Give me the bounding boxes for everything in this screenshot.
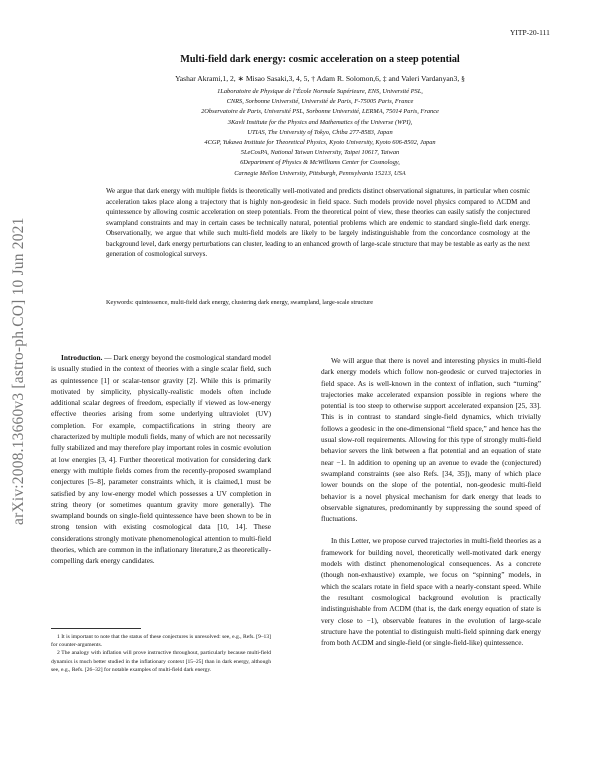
body-paragraph-1: We will argue that there is novel and interesting physics in multi-field dark energy models which follow non-geodesic or curved trajectories in field space. As is well-known in the context of inflation, such “turning” trajectories make accelerated expansion possible in regions where the potential is too steep to otherwise support accelerated expansion [25, 33]. This is in contrast to standard single-field dynamics, which trivially follows a geodesic in the one-dimensional “field space,” and hence has the usual slow-roll requirements. Allowing for this type of strongly multi-field behavior severs the link between a flat potential and an equation of state near −1. In addition to opening up an avenue to evade the (conjectured) swampland constraints (see also Refs. [34, 35]), many of which place lower bounds on the slope of the potential, non-geodesic multi-field behavior is a novel physical mechanism for dark energy that leads to observable signatures, predominantly by suppressing the sound speed of fluctuations. <box>321 356 541 524</box>
affiliation-line: 2Observatoire de Paris, Université PSL, Sorbonne Université, LERMA, 75014 Paris, France <box>201 108 439 116</box>
affiliation-line: Carnegie Mellon University, Pittsburgh, Pennsylvania 15213, USA <box>234 169 406 177</box>
abstract: We argue that dark energy with multiple fields is theoretically well-motivated and predicts distinct observational signatures, in particular when cosmic acceleration takes place along a trajectory that is highly non-geodesic in field space. Such models provide novel physics compared to ΛCDM and quintessence by allowing cosmic acceleration on steep potentials. From the theoretical point of view, these theories can easily satisfy the conjectured swampland constraints and may in certain cases be technically natural, potential problems which are endemic to standard single-field dark energy. Observationally, we argue that while such multi-field models are likely to be largely indistinguishable from the concordance cosmology at the background level, dark energy perturbations can cluster, leading to an enhanced growth of large-scale structure that may be testable as early as the next generation of cosmological surveys. <box>106 187 530 258</box>
affiliations-block <box>80 87 560 179</box>
body-paragraph-2: In this Letter, we propose curved trajectories in multi-field theories as a framework for building novel, theoretically well-motivated dark energy models with distinct phenomenological consequences. As a concrete (though non-exhaustive) example, we focus on “spinning” models, in which the scalars rotate in field space with a nearly-constant speed. While the resultant cosmological background evolution is practically indistinguishable from ΛCDM (that is, the dark energy equation of state is very close to −1), observable features in the evolution of large-scale structure have the potential to distinguish multi-field spinning dark energy from both ΛCDM and single-field (or single-field-like) quintessence. <box>321 536 541 648</box>
affiliation-line: 6Department of Physics & McWilliams Center for Cosmology, <box>240 159 400 167</box>
footnote-1: 1 It is important to note that the status of these conjectures is unresolved: see, e.g., Refs. [9–13] for counter-arguments. <box>51 634 271 649</box>
section-heading-introduction: Introduction. <box>61 353 103 362</box>
affiliation-line: 4CGP, Yukawa Institute for Theoretical Physics, Kyoto University, Kyoto 606-8502, Japan <box>204 139 436 147</box>
intro-paragraph-text: — Dark energy beyond the cosmological standard model is usually studied in the context of theories with a single scalar field, such as quintessence [1] or scalar-tensor gravity [2]. While this is primarily motivated by simplicity, physically-realistic models often include additional scalar degrees of freedom, especially if viewed as low-energy effective theories arising from some underlying ultraviolet (UV) completion. For example, compactifications in string theory are characterized by multiple moduli fields, many of which are not necessarily fully stabilized and may therefore play important roles in cosmic evolution at low energies [3, 4]. Further theoretical motivation for considering dark energy with multiple fields comes from the recently-proposed swampland conjectures [5–8], parameter constraints which, it is claimed,1 must be satisfied by any low-energy model which possesses a UV completion in string theory (or sometimes quantum gravity more generally). The swampland bounds on single-field quintessence have been shown to be in strong tension with existing cosmological data [10, 14]. These considerations strongly motivate phenomenological attention to multi-field theories, which are common in the inflationary literature,2 as theoretically-compelling dark energy candidates. <box>51 353 271 566</box>
author-list: Yashar Akrami,1, 2, ∗ Misao Sasaki,3, 4, 5, † Adam R. Solomon,6, ‡ and Valeri Vardanyan3, § <box>175 74 465 83</box>
affiliation-line: 3Kavli Institute for the Physics and Mathematics of the Universe (WPI), <box>227 118 413 126</box>
intro-paragraph <box>51 352 271 567</box>
report-number: YITP-20-111 <box>510 28 550 37</box>
affiliation-line: CNRS, Sorbonne Université, Université de Paris, F-75005 Paris, France <box>226 98 414 106</box>
footnote-2: 2 The analogy with inflation will prove instructive throughout, particularly because multi-field dynamics is much better studied in the inflationary context [15–25] than in dark energy, although see, e.g., Refs. [26–32] for notable examples of multi-field dark energy. <box>51 650 271 673</box>
right-column <box>321 355 541 659</box>
arxiv-identifier-stamp[interactable]: arXiv:2008.13660v3 [astro-ph.CO] 10 Jun 2021 <box>10 217 27 525</box>
affiliation-line: 1Laboratoire de Physique de l’École Normale Supérieure, ENS, Université PSL, <box>217 88 423 95</box>
footnotes <box>51 633 271 674</box>
left-column <box>51 352 271 578</box>
keywords: Keywords: quintessence, multi-field dark energy, clustering dark energy, swampland, large-scale structure <box>106 299 374 306</box>
affiliation-line: UTIAS, The University of Tokyo, Chiba 277-8583, Japan <box>247 128 393 136</box>
paper-title: Multi-field dark energy: cosmic acceleration on a steep potential <box>180 54 460 65</box>
affiliation-line: 5LeCosPA, National Taiwan University, Taipei 10617, Taiwan <box>240 149 400 157</box>
footnote-divider <box>51 628 141 629</box>
